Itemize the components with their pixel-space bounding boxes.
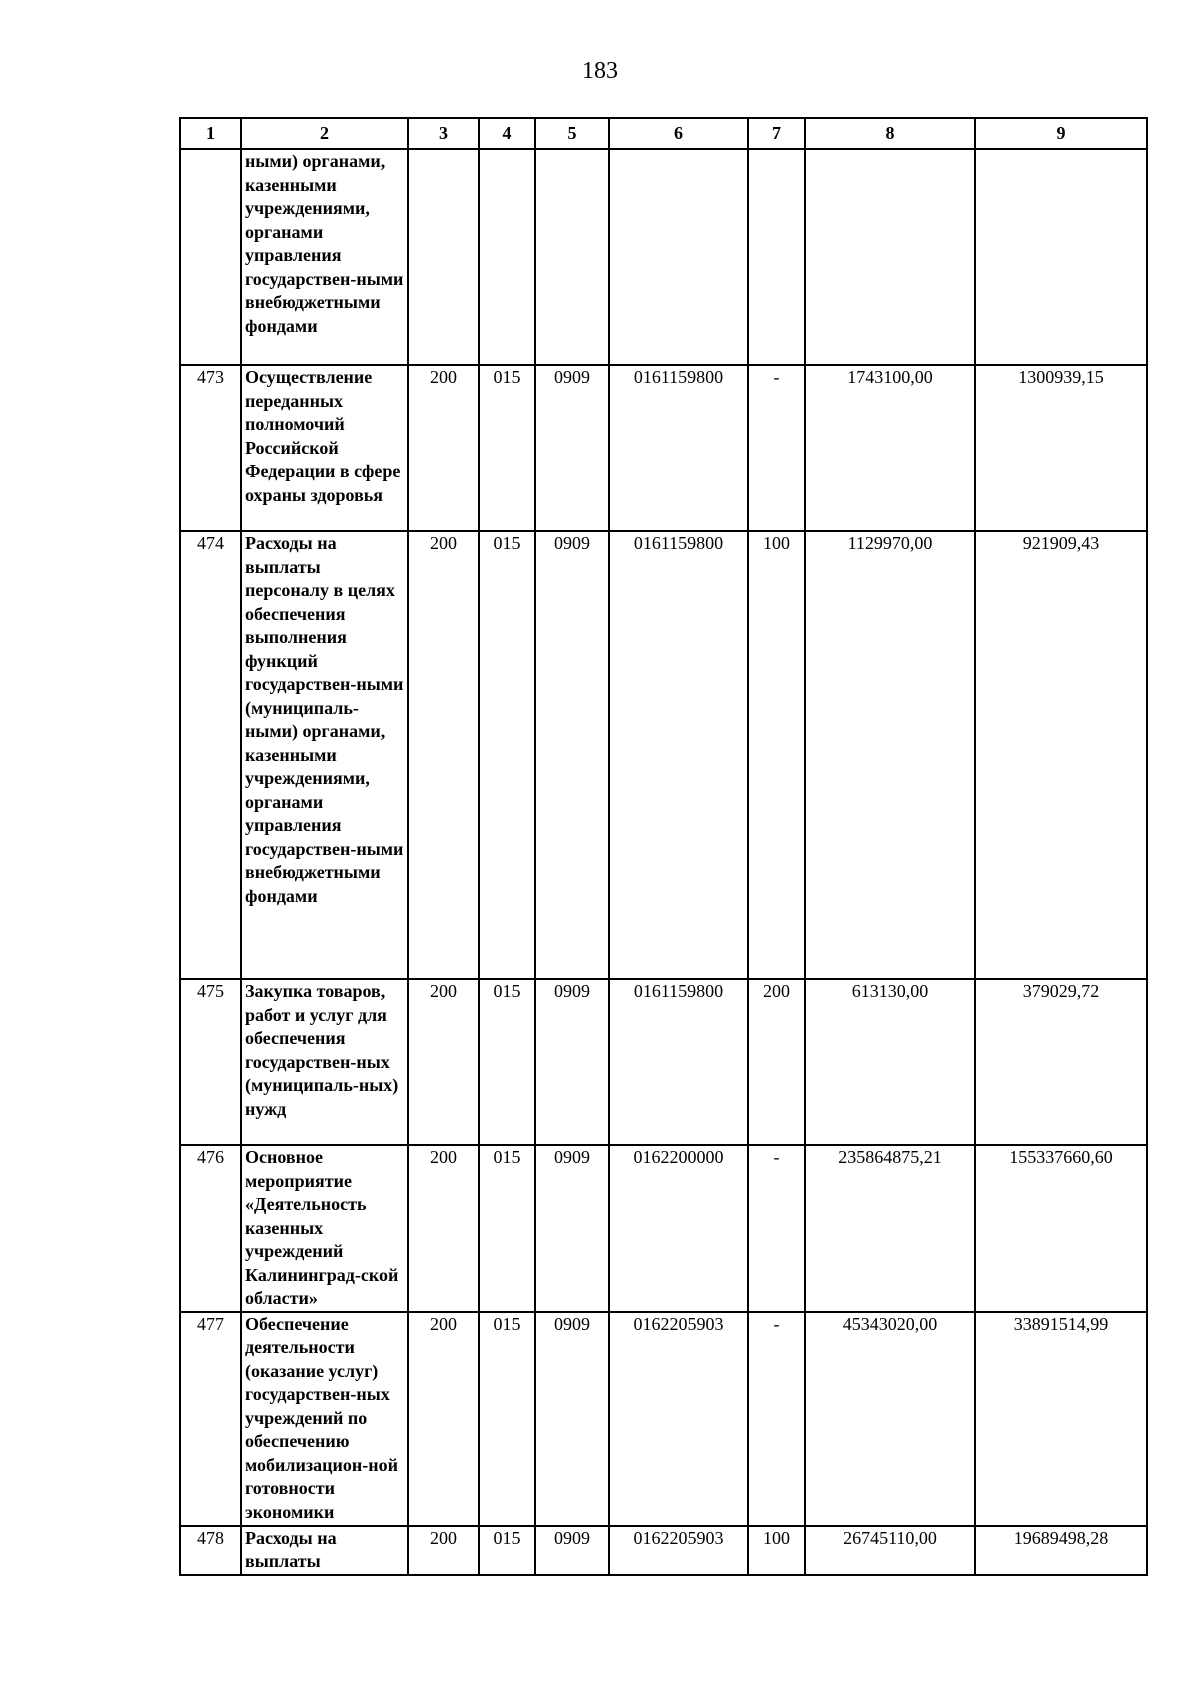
row-number [180, 149, 241, 365]
table-row [180, 149, 1147, 365]
column-header: 7 [748, 118, 805, 149]
cell-col4: 015 [479, 531, 535, 979]
column-header: 6 [609, 118, 748, 149]
row-number: 478 [180, 1526, 241, 1575]
table-row [180, 1312, 1147, 1526]
cell-col4: 015 [479, 365, 535, 531]
cell-col4: 015 [479, 1145, 535, 1312]
cell-col3: 200 [408, 1312, 479, 1526]
row-number: 476 [180, 1145, 241, 1312]
column-header: 1 [180, 118, 241, 149]
cell-col9: 155337660,60 [975, 1145, 1147, 1312]
cell-col5: 0909 [535, 1312, 609, 1526]
cell-col5: 0909 [535, 365, 609, 531]
cell-col5: 0909 [535, 979, 609, 1145]
budget-table [179, 117, 1148, 1576]
column-header: 8 [805, 118, 975, 149]
table-row [180, 1145, 1147, 1312]
row-number: 473 [180, 365, 241, 531]
row-number: 474 [180, 531, 241, 979]
cell-col9 [975, 149, 1147, 365]
cell-col9: 33891514,99 [975, 1312, 1147, 1526]
cell-col6: 0162205903 [609, 1312, 748, 1526]
cell-col9: 1300939,15 [975, 365, 1147, 531]
row-name: Закупка товаров, работ и услуг для обеспечения государствен-ных (муниципаль-ных) нужд [241, 979, 408, 1145]
cell-col3: 200 [408, 531, 479, 979]
cell-col3: 200 [408, 979, 479, 1145]
cell-col3: 200 [408, 1526, 479, 1575]
cell-col7 [748, 149, 805, 365]
cell-col5: 0909 [535, 531, 609, 979]
table-row [180, 979, 1147, 1145]
cell-col8: 45343020,00 [805, 1312, 975, 1526]
cell-col6: 0161159800 [609, 531, 748, 979]
column-header: 2 [241, 118, 408, 149]
table-row [180, 1526, 1147, 1575]
row-name: Осуществление переданных полномочий Российской Федерации в сфере охраны здоровья [241, 365, 408, 531]
table-row [180, 531, 1147, 979]
cell-col5 [535, 149, 609, 365]
row-number: 477 [180, 1312, 241, 1526]
cell-col7: - [748, 1312, 805, 1526]
cell-col3: 200 [408, 1145, 479, 1312]
row-name: Расходы на выплаты [241, 1526, 408, 1575]
cell-col7: 200 [748, 979, 805, 1145]
column-header: 4 [479, 118, 535, 149]
cell-col6: 0161159800 [609, 365, 748, 531]
column-header: 3 [408, 118, 479, 149]
row-number: 475 [180, 979, 241, 1145]
cell-col7: - [748, 365, 805, 531]
cell-col3 [408, 149, 479, 365]
cell-col3: 200 [408, 365, 479, 531]
cell-col8: 235864875,21 [805, 1145, 975, 1312]
cell-col4: 015 [479, 979, 535, 1145]
cell-col6: 0161159800 [609, 979, 748, 1145]
cell-col9: 921909,43 [975, 531, 1147, 979]
cell-col8: 26745110,00 [805, 1526, 975, 1575]
table-row [180, 365, 1147, 531]
row-name: Расходы на выплаты персоналу в целях обеспечения выполнения функций государствен-ными (муниципаль-ными) органами, казенными учреждениями, органами управления государствен-ными внебюджетными фондами [241, 531, 408, 979]
column-header: 9 [975, 118, 1147, 149]
table-header-row [180, 118, 1147, 149]
cell-col6: 0162205903 [609, 1526, 748, 1575]
page-number: 183 [582, 58, 618, 84]
cell-col5: 0909 [535, 1145, 609, 1312]
cell-col8: 613130,00 [805, 979, 975, 1145]
cell-col6: 0162200000 [609, 1145, 748, 1312]
cell-col7: 100 [748, 531, 805, 979]
row-name: ными) органами, казенными учреждениями, органами управления государствен-ными внебюджетными фондами [241, 149, 408, 365]
row-name: Обеспечение деятельности (оказание услуг) государствен-ных учреждений по обеспечению мобилизацион-ной готовности экономики [241, 1312, 408, 1526]
cell-col4 [479, 149, 535, 365]
cell-col4: 015 [479, 1312, 535, 1526]
row-name: Основное мероприятие «Деятельность казенных учреждений Калининград-ской области» [241, 1145, 408, 1312]
cell-col8: 1129970,00 [805, 531, 975, 979]
cell-col7: - [748, 1145, 805, 1312]
cell-col9: 19689498,28 [975, 1526, 1147, 1575]
column-header: 5 [535, 118, 609, 149]
cell-col8 [805, 149, 975, 365]
cell-col4: 015 [479, 1526, 535, 1575]
cell-col5: 0909 [535, 1526, 609, 1575]
cell-col6 [609, 149, 748, 365]
cell-col8: 1743100,00 [805, 365, 975, 531]
cell-col9: 379029,72 [975, 979, 1147, 1145]
cell-col7: 100 [748, 1526, 805, 1575]
